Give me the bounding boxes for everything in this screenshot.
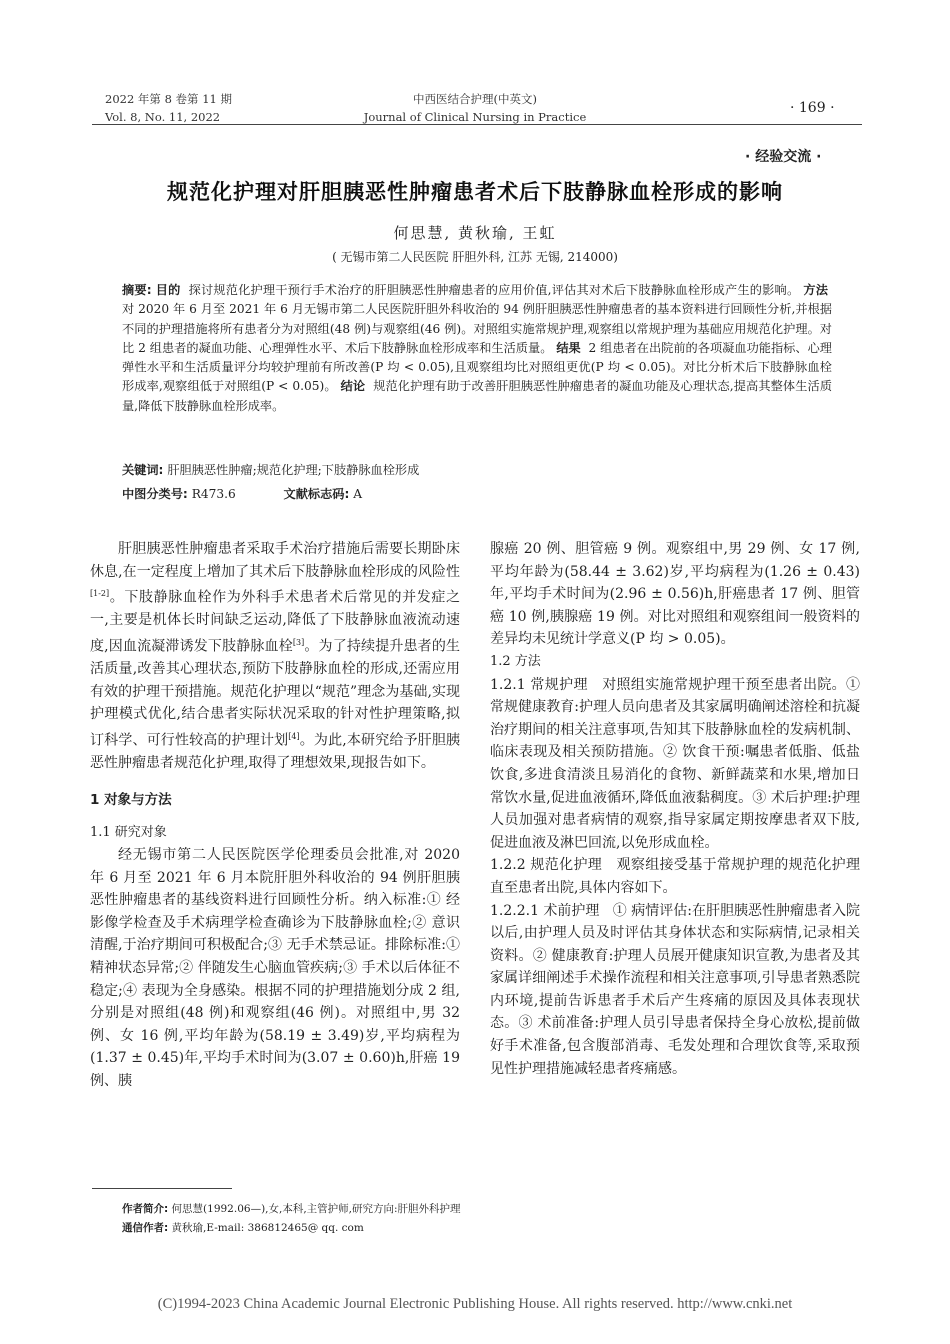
doc-code-value: A bbox=[353, 487, 363, 501]
footnote-rule bbox=[92, 1188, 232, 1189]
result-label: 结果 bbox=[556, 340, 581, 355]
section-1-2-1-label: 1.2.1 常规护理 bbox=[490, 676, 588, 693]
keywords bbox=[122, 461, 832, 480]
section-1-heading: 1 对象与方法 bbox=[90, 791, 172, 808]
issue-cn: 2022 年第 8 卷第 11 期 bbox=[105, 92, 232, 106]
section-1-2-1 bbox=[490, 674, 860, 855]
section-1-1-heading: 1.1 研究对象 bbox=[90, 824, 167, 840]
group-data-text: 腺癌 20 例、胆管癌 9 例。观察组中,男 29 例、女 17 例,平均年龄为(58.44 ± 3.62)岁,平均病程为(1.26 ± 0.43)年,平均手术时间为(2.96 ± 0.56)h,肝癌患者 17 例、胆管癌 10 例,胰腺癌 19 例。对比对照组和观察组间一般资料的差异均未见统计学意义(P 均 > 0.05)。 bbox=[490, 541, 860, 648]
author-list: 何思慧, 黄秋瑜, 王虹 bbox=[393, 224, 557, 242]
copyright-line: (C)1994-2023 China Academic Journal Electronic Publishing House. All rights reserved. http://www.cnki.net bbox=[157, 1296, 793, 1312]
issue-en: Vol. 8, No. 11, 2022 bbox=[105, 110, 221, 124]
section-1-2-2-1-text: ① 病情评估:在肝胆胰恶性肿瘤患者入院以后,由护理人员及时评估其身体状态和实际病情,记录相关资料。② 健康教育:护理人员展开健康知识宣教,为患者及其家属详细阐述手术操作流程和相关注意事项,引导患者熟悉院内环境,提前告诉患者手术后产生疼痛的原因及具体表现状态。③ 术前准备:护理人员引导患者保持全身心放松,提前做好手术准备,包含腹部消毒、毛发处理和合理饮食等,采取预见性护理措施减轻患者疼痛感。 bbox=[490, 902, 860, 1077]
conclusion-text: 规范化护理有助于改善肝胆胰恶性肿瘤患者的凝血功能及心理状态,提高其整体生活质量,降低下肢静脉血栓形成率。 bbox=[122, 379, 833, 413]
method-label: 方法 bbox=[803, 283, 829, 297]
clc-label: 中图分类号: bbox=[122, 487, 188, 501]
clc-value: R473.6 bbox=[191, 487, 236, 501]
section-1-2-1-text: 对照组实施常规护理干预至患者出院。① 常规健康教育:护理人员向患者及其家属明确阐述溶栓和抗凝治疗期间的相关注意事项,告知其下肢静脉血栓的发病机制、临床表现及相关预防措施。② 饮食干预:嘱患者低脂、低盐饮食,多进食清淡且易消化的食物、新鲜蔬菜和水果,增加日常饮水量,促进血液循环,降低血液黏稠度。③ 术后护理:护理人员加强对患者病情的观察,指导家属定期按摩患者双下肢,促进血液及淋巴回流,以免形成血栓。 bbox=[490, 676, 861, 851]
page-title: 规范化护理对肝胆胰恶性肿瘤患者术后下肢静脉血栓形成的影响 bbox=[167, 180, 783, 204]
doc-code-label: 文献标志码: bbox=[283, 487, 350, 501]
correspondence-note bbox=[122, 1219, 832, 1237]
result-text: 2 组患者在出院前的各项凝血功能指标、心理弹性水平和生活质量评分均较护理前有所改善(P 均 < 0.05),且观察组均比对照组更优(P 均 < 0.05)。对比分析术后下肢静脉血栓形成率,观察组低于对照组(P < 0.05)。 bbox=[122, 340, 832, 394]
section-1-1-text: 经无锡市第二人民医院医学伦理委员会批准,对 2020 年 6 月至 2021 年 6 月本院肝胆外科收治的 94 例肝胆胰恶性肿瘤患者的基线资料进行回顾性分析。纳入标准:① 经影像学检查及手术病理学检查确诊为下肢静脉血栓;② 意识清醒,于治疗期间可积极配合;③ 无手术禁忌证。排除标准:① 精神状态异常;② 伴随发生心脑血管疾病;③ 手术以后体征不稳定;④ 表现为全身感染。根据不同的护理措施划分成 2 组,分别是对照组(48 例)和观察组(46 例)。对照组中,男 32 例、女 16 例,平均年龄为(58.19 ± 3.49)岁,平均病程为(1.37 ± 0.45)年,平均手术时间为(3.07 ± 0.60)h,肝癌 19 例、胰 bbox=[90, 847, 460, 1090]
correspondence-text: 黄秋瑜,E-mail: 386812465@ qq. com bbox=[171, 1222, 364, 1234]
intro-text-a: 肝胆胰恶性肿瘤患者采取手术治疗措施后需要长期卧床休息,在一定程度上增加了其术后下肢静脉血栓形成的风险性 bbox=[90, 541, 460, 580]
header-rule bbox=[92, 124, 862, 125]
correspondence-label: 通信作者: bbox=[122, 1222, 169, 1234]
abstract bbox=[122, 281, 832, 416]
purpose-label: 目的 bbox=[155, 283, 181, 297]
citation-1-2: [1-2] bbox=[90, 589, 110, 599]
intro-text-d: 。为此,本研究给予肝胆胰恶性肿瘤患者规范化护理,取得了理想效果,现报告如下。 bbox=[90, 732, 460, 772]
section-1-2-2-1 bbox=[490, 900, 860, 1081]
intro-text-b: 。下肢静脉血栓作为外科手术患者术后常见的并发症之一,主要是机体长时间缺乏运动,降低了下肢静脉血液流动速度,因血流凝滞诱发下肢静脉血栓 bbox=[90, 589, 460, 655]
section-1-2-2-text: 观察组接受基于常规护理的规范化护理直至患者出院,具体内容如下。 bbox=[490, 857, 861, 896]
classification bbox=[122, 485, 832, 504]
citation-4: [4] bbox=[288, 732, 300, 742]
method-text: 对 2020 年 6 月至 2021 年 6 月无锡市第二人民医院肝胆外科收治的 94 例肝胆胰恶性肿瘤患者的基本资料进行回顾性分析,并根据不同的护理措施将所有患者分为对照组(48 例)与观察组(46 例)。对照组实施常规护理,观察组以常规护理为基础应用规范化护理。对比 2 组患者的凝血功能、心理弹性水平、术后下肢静脉血栓形成率和生活质量。 bbox=[122, 302, 832, 355]
citation-3: [3] bbox=[292, 638, 305, 648]
journal-name-en: Journal of Clinical Nursing in Practice bbox=[363, 110, 587, 124]
journal-name bbox=[300, 90, 650, 126]
section-1-2-2 bbox=[490, 854, 860, 899]
section-1-2-2-label: 1.2.2 规范化护理 bbox=[490, 857, 603, 874]
journal-issue bbox=[105, 90, 232, 126]
column-tag: · 经验交流 · bbox=[745, 149, 822, 165]
journal-name-cn: 中西医结合护理(中英文) bbox=[413, 92, 537, 106]
keywords-label: 关键词: bbox=[122, 463, 164, 477]
left-column bbox=[90, 538, 460, 1093]
abstract-label: 摘要: bbox=[122, 283, 152, 297]
keywords-text: 肝胆胰恶性肿瘤;规范化护理;下肢静脉血栓形成 bbox=[167, 463, 420, 477]
section-1-2-2-1-label: 1.2.2.1 术前护理 bbox=[490, 902, 600, 919]
intro-paragraph bbox=[90, 538, 460, 775]
author-note bbox=[122, 1200, 832, 1218]
affiliation: ( 无锡市第二人民医院 肝胆外科, 江苏 无锡, 214000) bbox=[332, 250, 618, 264]
section-1-2-heading: 1.2 方法 bbox=[490, 653, 541, 669]
purpose-text: 探讨规范化护理干预行手术治疗的肝胆胰恶性肿瘤患者的应用价值,评估其对术后下肢静脉血栓形成产生的影响。 bbox=[188, 283, 800, 297]
page-number: · 169 · bbox=[790, 100, 835, 116]
author-note-label: 作者简介: bbox=[122, 1203, 169, 1215]
author-note-text: 何思慧(1992.06—),女,本科,主管护师,研究方向:肝胆外科护理 bbox=[171, 1203, 461, 1215]
conclusion-label: 结论 bbox=[340, 379, 366, 394]
right-column bbox=[490, 538, 860, 1080]
intro-text-c: 。为了持续提升患者的生活质量,改善其心理状态,预防下肢静脉血栓的形成,还需应用有效的护理干预措施。规范化护理以“规范”理念为基础,实现护理模式优化,结合患者实际状况采取的针对性护理策略,拟订科学、可行性较高的护理计划 bbox=[90, 638, 460, 749]
